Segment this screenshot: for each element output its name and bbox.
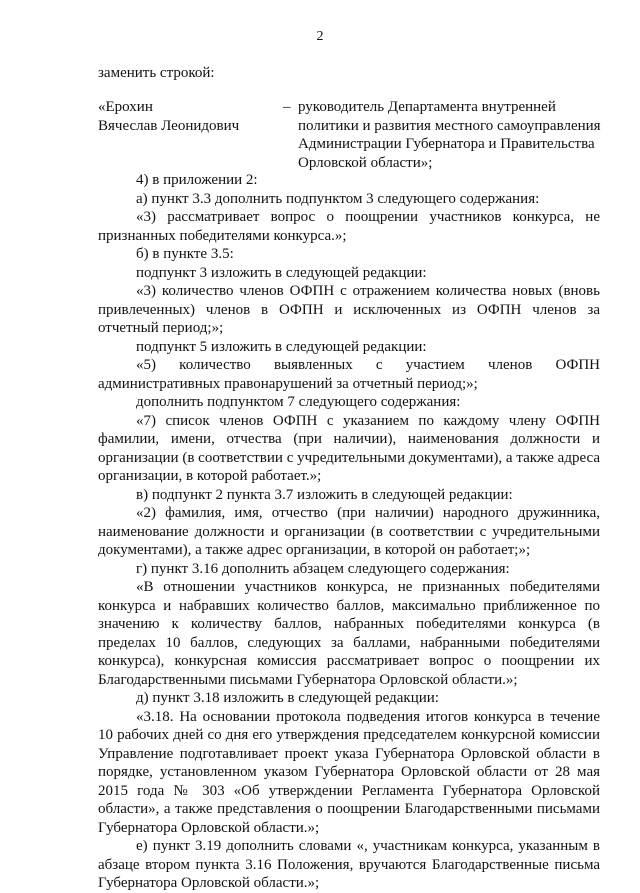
- paragraph-subitem-g: г) пункт 3.16 дополнить абзацем следующего содержания:: [136, 560, 510, 577]
- person-given-names: Вячеслав Леонидович: [98, 117, 240, 134]
- paragraph-subitem-v: в) подпункт 2 пункта 3.7 изложить в следующей редакции:: [136, 486, 513, 503]
- paragraph-subitem-d: д) пункт 3.18 изложить в следующей редакции:: [136, 690, 439, 706]
- person-dash: –: [283, 99, 291, 115]
- person-name: [98, 98, 278, 135]
- paragraph-instruction: дополнить подпунктом 7 следующего содержания:: [136, 394, 461, 410]
- person-surname: «Ерохин: [98, 99, 153, 115]
- paragraph-subitem-e: е) пункт 3.19 дополнить словами «, участникам конкурса, указанным в абзаце втором пункта 3.16 Положения, вручаются Благодарственные письма Губернатора Орловской области.»;: [98, 838, 600, 891]
- paragraph-quote: «3) рассматривает вопрос о поощрении участников конкурса, не признанных победителями конкурса.»;: [98, 209, 600, 244]
- paragraph-quote: «7) список членов ОФПН с указанием по каждому члену ОФПН фамилии, имени, отчества (при наличии), наименования должности и организации (в соответствии с учредительными документами), а также адреса организации, в которой работает.»;: [98, 412, 600, 484]
- paragraph-quote: «3.18. На основании протокола подведения итогов конкурса в течение 10 рабочих дней со дня его утверждения председателем конкурсной комиссии Управление подготавливает проект указа Губернатора Орловской области в порядке, установленном указом Губернатора Орловской области от 28 мая 2015 года № 303 «Об утверждении Регламента Губернатора Орловской области», а также представления о поощрении Благодарственными письмами Губернатора Орловской области.»;: [98, 708, 600, 836]
- paragraph-instruction: подпункт 3 изложить в следующей редакции:: [136, 264, 427, 281]
- paragraph-quote: «5) количество выявленных с участием членов ОФПН административных правонарушений за отчетный период;»;: [98, 357, 600, 392]
- page-number: 2: [316, 29, 324, 44]
- intro-line: заменить строкой:: [98, 65, 215, 81]
- paragraph-subitem-b: б) в пункте 3.5:: [136, 246, 234, 262]
- person-entry: [98, 98, 608, 178]
- paragraph-quote: «В отношении участников конкурса, не признанных победителями конкурса и набравших количество баллов, максимально приближенное по значению к количеству баллов, набранных победителями конкурса (в пределах 10 баллов, следующих за баллами, набранными победителями конкурса), конкурсная комиссия рассматривает вопрос о поощрении их Благодарственными письмами Губернатора Орловской области.»;: [98, 579, 600, 688]
- paragraph-quote: «2) фамилия, имя, отчество (при наличии) народного дружинника, наименование должности и организации (в соответствии с учредительными документами), а также адрес организации, в которой он работает;»;: [98, 505, 600, 558]
- paragraph-instruction: подпункт 5 изложить в следующей редакции:: [136, 338, 427, 355]
- paragraph-subitem-a: а) пункт 3.3 дополнить подпунктом 3 следующего содержания:: [136, 190, 540, 207]
- person-position: руководитель Департамента внутренней политики и развития местного самоуправления Администрации Губернатора и Правительства Орловской области»;: [298, 99, 601, 171]
- paragraph-item-4: 4) в приложении 2:: [136, 172, 258, 188]
- document-body: [98, 171, 600, 893]
- paragraph-quote: «3) количество членов ОФПН с отражением количества новых (вновь привлеченных) членов в ОФПН и исключенных из ОФПН членов за отчетный период;»;: [98, 283, 600, 336]
